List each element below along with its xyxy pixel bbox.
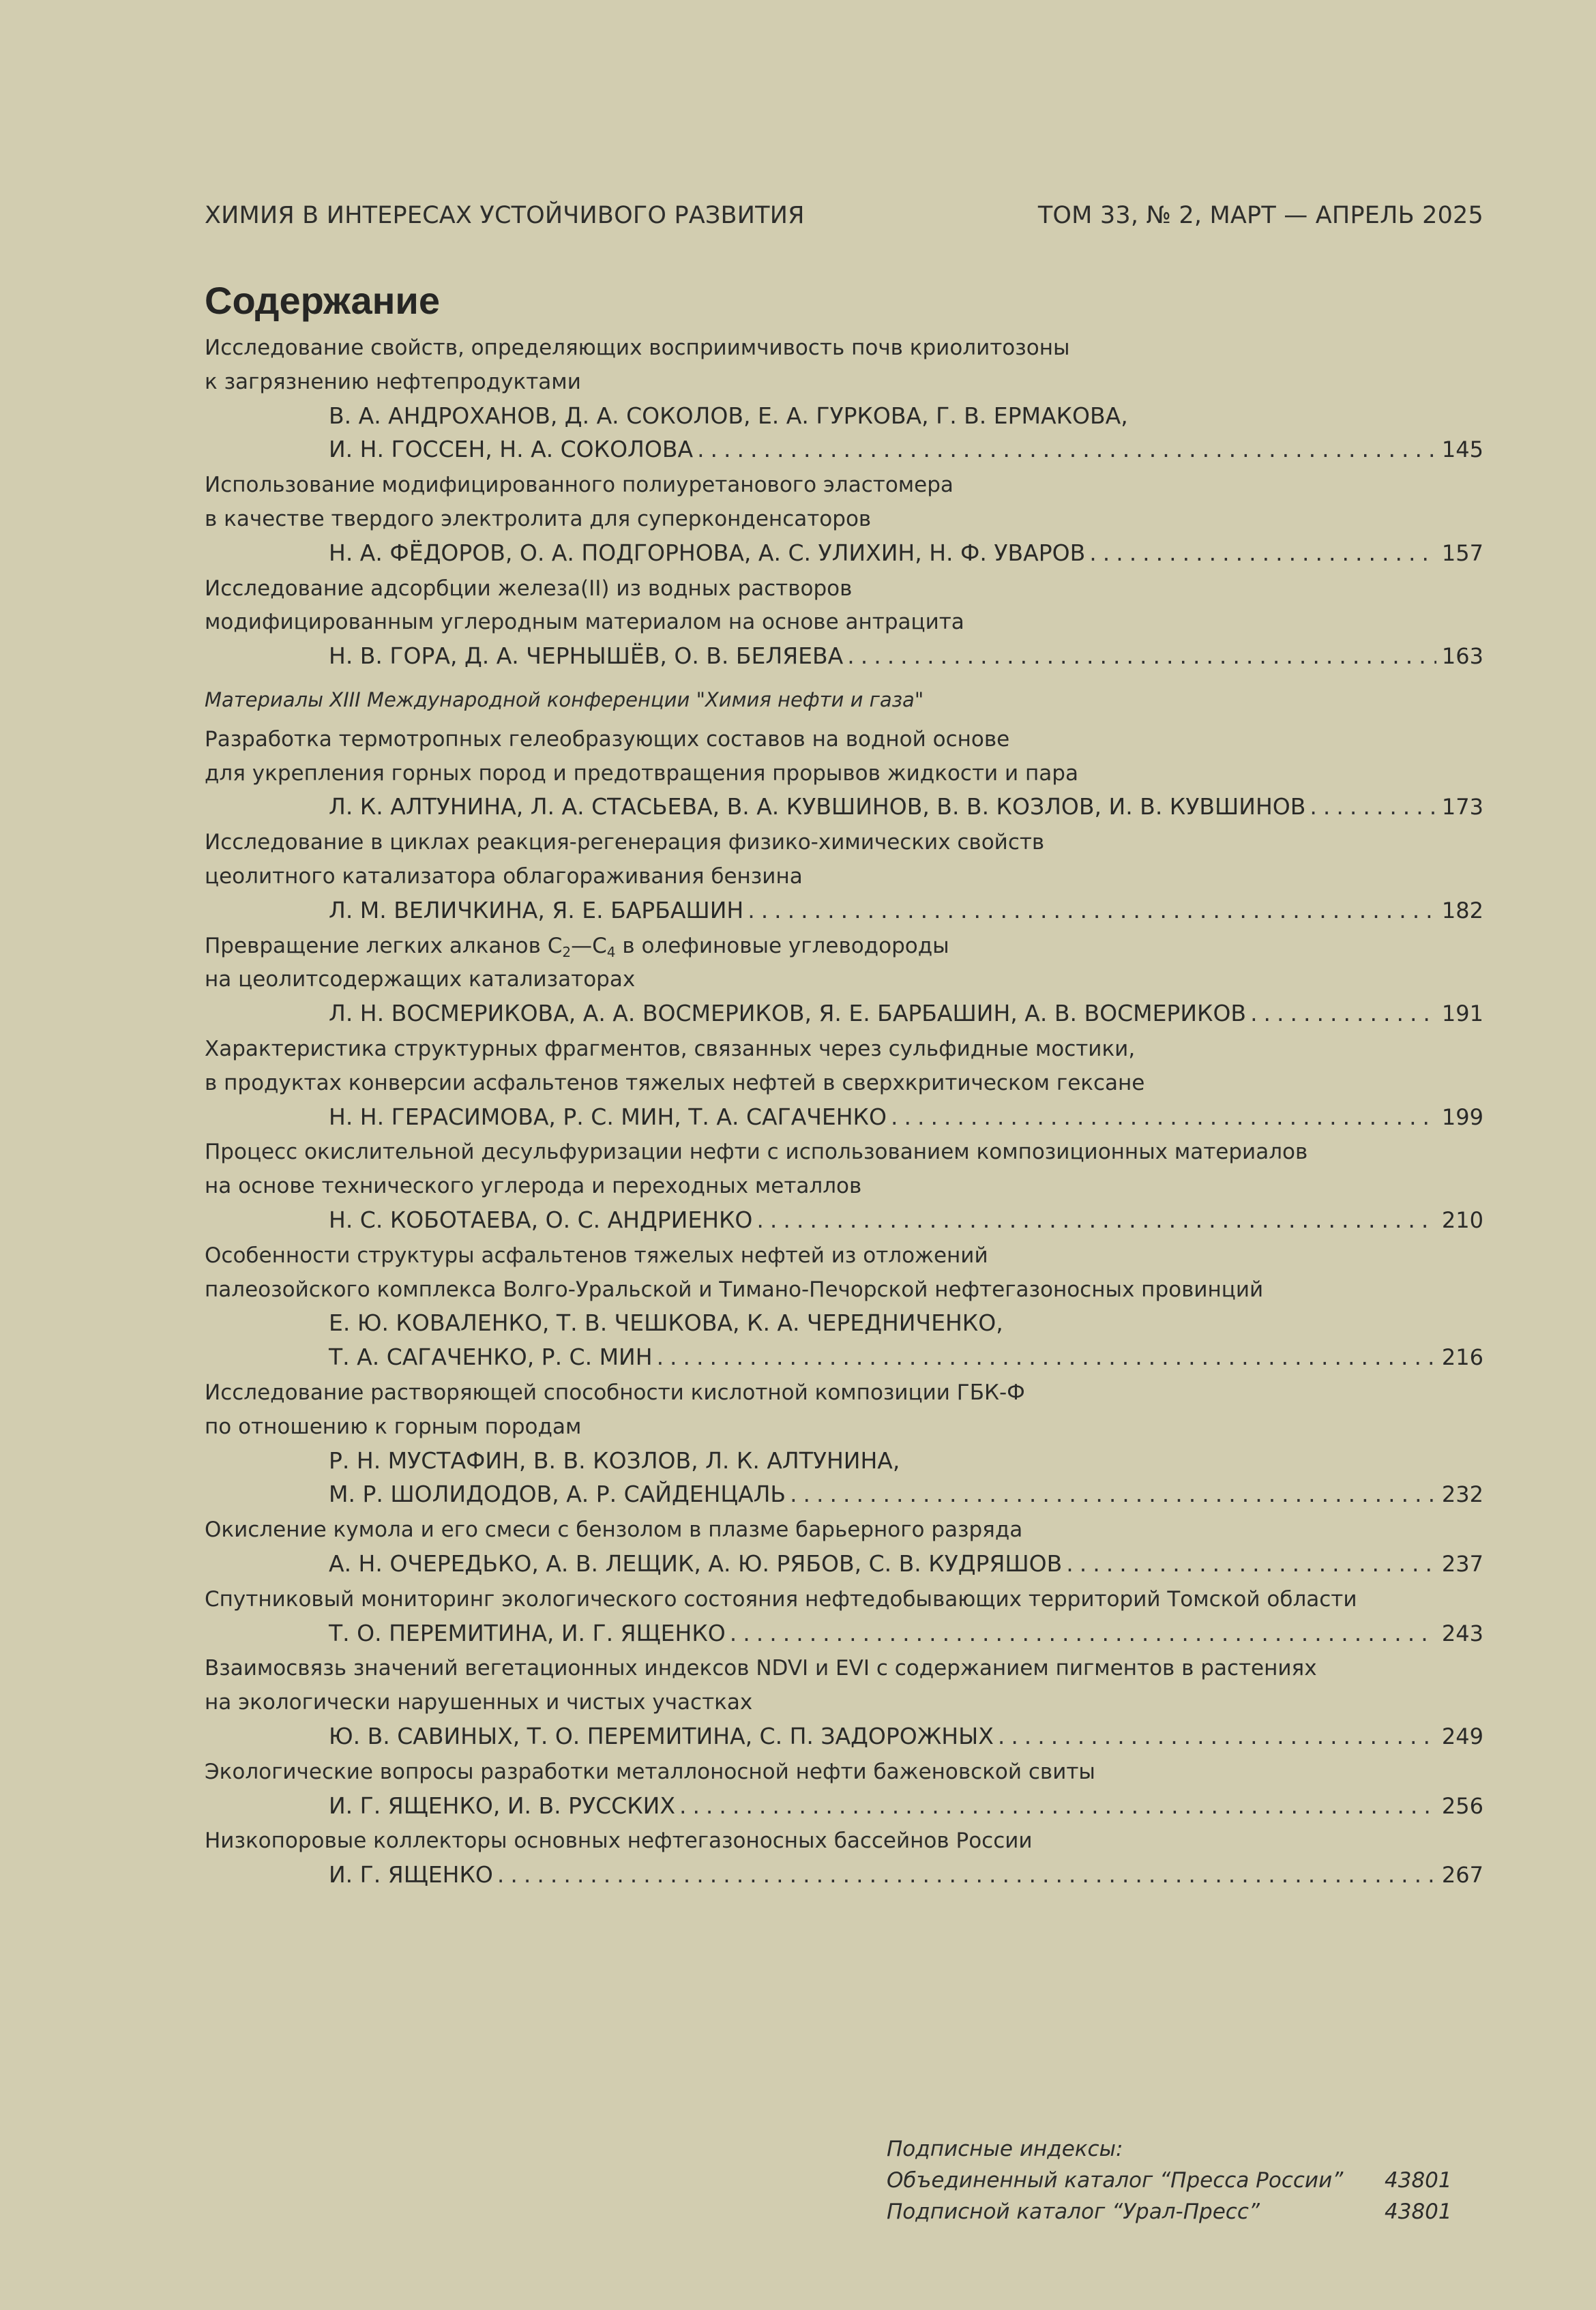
subscription-index: 43801 (1385, 2168, 1452, 2193)
article-authors: Н. С. КОБОТАЕВА, О. С. АНДРИЕНКО (329, 1206, 753, 1233)
article-title-line: на основе технического углерода и переходных металлов (205, 1174, 862, 1198)
issue-info: ТОМ 33, № 2, МАРТ — АПРЕЛЬ 2025 (1037, 202, 1483, 229)
article-authors: И. Г. ЯЩЕНКО, И. В. РУССКИХ (329, 1792, 675, 1819)
leader-dots (756, 1206, 1436, 1234)
article-authors: Т. А. САГАЧЕНКО, Р. С. МИН (329, 1344, 653, 1370)
page-number: 237 (1441, 1551, 1483, 1577)
subscription-label: Подписной каталог “Урал-Пресс” (887, 2200, 1260, 2224)
page-number: 267 (1441, 1862, 1483, 1888)
article-title-line: в продуктах конверсии асфальтенов тяжелых нефтей в сверхкритическом гексане (205, 1071, 1145, 1095)
article-authors-line (329, 793, 1483, 820)
article-title-line: для укрепления горных пород и предотвращения прорывов жидкости и пара (205, 761, 1078, 786)
page-number: 216 (1441, 1344, 1483, 1370)
article-authors-line (329, 1447, 1483, 1475)
leader-dots (497, 1861, 1436, 1889)
subscript: 4 (606, 944, 616, 960)
article-authors-line (329, 1000, 1483, 1027)
article-title-line: на экологически нарушенных и чистых участках (205, 1690, 753, 1715)
article-title-line: Взаимосвязь значений вегетационных индексов NDVI и EVI с содержанием пигментов в растениях (205, 1656, 1317, 1680)
article-authors: Л. М. ВЕЛИЧКИНА, Я. Е. БАРБАШИН (329, 897, 744, 923)
page-number: 249 (1441, 1723, 1483, 1749)
leader-dots (998, 1723, 1436, 1750)
subscription-indexes (887, 2133, 1452, 2227)
article-title-line: Разработка термотропных гелеобразующих составов на водной основе (205, 727, 1010, 752)
section-heading: Материалы XIII Международной конференции "Химия нефти и газа" (205, 688, 924, 711)
article-authors: Е. Ю. КОВАЛЕНКО, Т. В. ЧЕШКОВА, К. А. ЧЕРЕДНИЧЕНКО, (329, 1309, 1003, 1336)
article-title-line: Особенности структуры асфальтенов тяжелых нефтей из отложений (205, 1243, 988, 1268)
article-title-line: Исследование в циклах реакция-регенерация физико-химических свойств (205, 830, 1045, 855)
leader-dots (730, 1620, 1436, 1647)
article-title-line: Использование модифицированного полиуретанового эластомера (205, 473, 954, 497)
running-header (205, 202, 1483, 229)
article-title-line: цеолитного катализатора облагораживания бензина (205, 864, 803, 889)
article-authors-line (329, 1861, 1483, 1889)
article-authors-line (329, 1344, 1483, 1371)
article-authors-line (329, 1481, 1483, 1508)
article-title-line: к загрязнению нефтепродуктами (205, 370, 581, 394)
article-authors-line (329, 642, 1483, 670)
article-authors: А. Н. ОЧЕРЕДЬКО, А. В. ЛЕЩИК, А. Ю. РЯБОВ, С. В. КУДРЯШОВ (329, 1550, 1063, 1577)
article-title-line: Характеристика структурных фрагментов, связанных через сульфидные мостики, (205, 1037, 1136, 1061)
article-authors: Л. Н. ВОСМЕРИКОВА, А. А. ВОСМЕРИКОВ, Я. Е. БАРБАШИН, А. В. ВОСМЕРИКОВ (329, 1000, 1247, 1026)
article-authors: И. Г. ЯЩЕНКО (329, 1861, 493, 1888)
page-number: 145 (1441, 436, 1483, 462)
article-title-line: на цеолитсодержащих катализаторах (205, 967, 636, 992)
subscription-label: Объединенный каталог “Пресса России” (887, 2168, 1344, 2193)
article-authors: Н. В. ГОРА, Д. А. ЧЕРНЫШЁВ, О. В. БЕЛЯЕВА (329, 642, 844, 669)
article-authors-line (329, 1309, 1483, 1337)
subscription-heading: Подписные индексы: (887, 2137, 1123, 2161)
article-authors: Ю. В. САВИНЫХ, Т. О. ПЕРЕМИТИНА, С. П. ЗАДОРОЖНЫХ (329, 1723, 994, 1749)
page-number: 210 (1441, 1207, 1483, 1233)
leader-dots (790, 1481, 1436, 1508)
article-title-line: Экологические вопросы разработки металлоносной нефти баженовской свиты (205, 1760, 1095, 1784)
page-number: 256 (1441, 1793, 1483, 1819)
article-title-line: палеозойского комплекса Волго-Уральской и Тимано-Печорской нефтегазоносных провинций (205, 1277, 1264, 1302)
article-authors-line (329, 897, 1483, 924)
article-title-line: Процесс окислительной десульфуризации нефти с использованием композиционных материалов (205, 1140, 1308, 1164)
article-title-line: Исследование свойств, определяющих восприимчивость почв криолитозоны (205, 336, 1070, 360)
leader-dots (748, 897, 1436, 924)
journal-name: ХИМИЯ В ИНТЕРЕСАХ УСТОЙЧИВОГО РАЗВИТИЯ (205, 202, 805, 229)
subscription-index: 43801 (1385, 2200, 1452, 2224)
article-authors-line (329, 1104, 1483, 1131)
page-number: 232 (1441, 1481, 1483, 1507)
article-authors-line (329, 402, 1483, 430)
article-authors-line (329, 1206, 1483, 1234)
page-number: 173 (1441, 794, 1483, 820)
page-title: Содержание (205, 279, 440, 322)
toc-page (205, 0, 1483, 2310)
leader-dots (1089, 539, 1436, 567)
article-authors: М. Р. ШОЛИДОДОВ, А. Р. САЙДЕНЦАЛЬ (329, 1481, 786, 1507)
article-authors-line (329, 1620, 1483, 1647)
article-authors: В. А. АНДРОХАНОВ, Д. А. СОКОЛОВ, Е. А. ГУРКОВА, Г. В. ЕРМАКОВА, (329, 402, 1128, 429)
leader-dots (679, 1792, 1436, 1820)
article-title-line: Спутниковый мониторинг экологического состояния нефтедобывающих территорий Томской области (205, 1587, 1357, 1612)
leader-dots (1310, 793, 1436, 820)
leader-dots (891, 1104, 1436, 1131)
page-number: 182 (1441, 898, 1483, 923)
leader-dots (1066, 1550, 1436, 1578)
article-title-line: Исследование растворяющей способности кислотной композиции ГБК-Ф (205, 1380, 1025, 1405)
article-authors: Н. Н. ГЕРАСИМОВА, Р. С. МИН, Т. А. САГАЧЕНКО (329, 1104, 887, 1130)
article-authors-line (329, 539, 1483, 567)
leader-dots (1250, 1000, 1436, 1027)
article-title-line: Превращение легких алканов $C_2—C_4$ в олефиновые углеводороды (205, 934, 949, 960)
leader-dots (847, 642, 1436, 670)
page-number: 243 (1441, 1620, 1483, 1646)
page-number: 191 (1441, 1001, 1483, 1026)
article-title-line: Окисление кумола и его смеси с бензолом в плазме барьерного разряда (205, 1517, 1023, 1542)
article-authors: Р. Н. МУСТАФИН, В. В. КОЗЛОВ, Л. К. АЛТУНИНА, (329, 1447, 900, 1474)
article-title-line: Низкопоровые коллекторы основных нефтегазоносных бассейнов России (205, 1828, 1033, 1853)
article-authors: Н. А. ФЁДОРОВ, О. А. ПОДГОРНОВА, А. С. УЛИХИН, Н. Ф. УВАРОВ (329, 539, 1086, 566)
article-title-line: в качестве твердого электролита для суперконденсаторов (205, 507, 872, 531)
article-authors-line (329, 1792, 1483, 1820)
subscription-row (887, 2196, 1452, 2227)
article-authors: Т. О. ПЕРЕМИТИНА, И. Г. ЯЩЕНКО (329, 1620, 726, 1646)
article-authors-line (329, 1550, 1483, 1578)
leader-dots (657, 1344, 1436, 1371)
article-authors: И. Н. ГОССЕН, Н. А. СОКОЛОВА (329, 436, 694, 462)
article-title-line: модифицированным углеродным материалом на основе антрацита (205, 610, 964, 634)
article-authors-line (329, 1723, 1483, 1750)
page-number: 157 (1441, 540, 1483, 566)
subscript: 2 (562, 944, 572, 960)
page-number: 163 (1441, 643, 1483, 669)
article-authors: Л. К. АЛТУНИНА, Л. А. СТАСЬЕВА, В. А. КУВШИНОВ, В. В. КОЗЛОВ, И. В. КУВШИНОВ (329, 793, 1306, 820)
article-authors-line (329, 436, 1483, 463)
article-title-line: по отношению к горным породам (205, 1415, 582, 1439)
leader-dots (697, 436, 1436, 463)
page-number: 199 (1441, 1104, 1483, 1130)
article-title-line: Исследование адсорбции железа(II) из водных растворов (205, 576, 853, 601)
subscription-row (887, 2165, 1452, 2196)
